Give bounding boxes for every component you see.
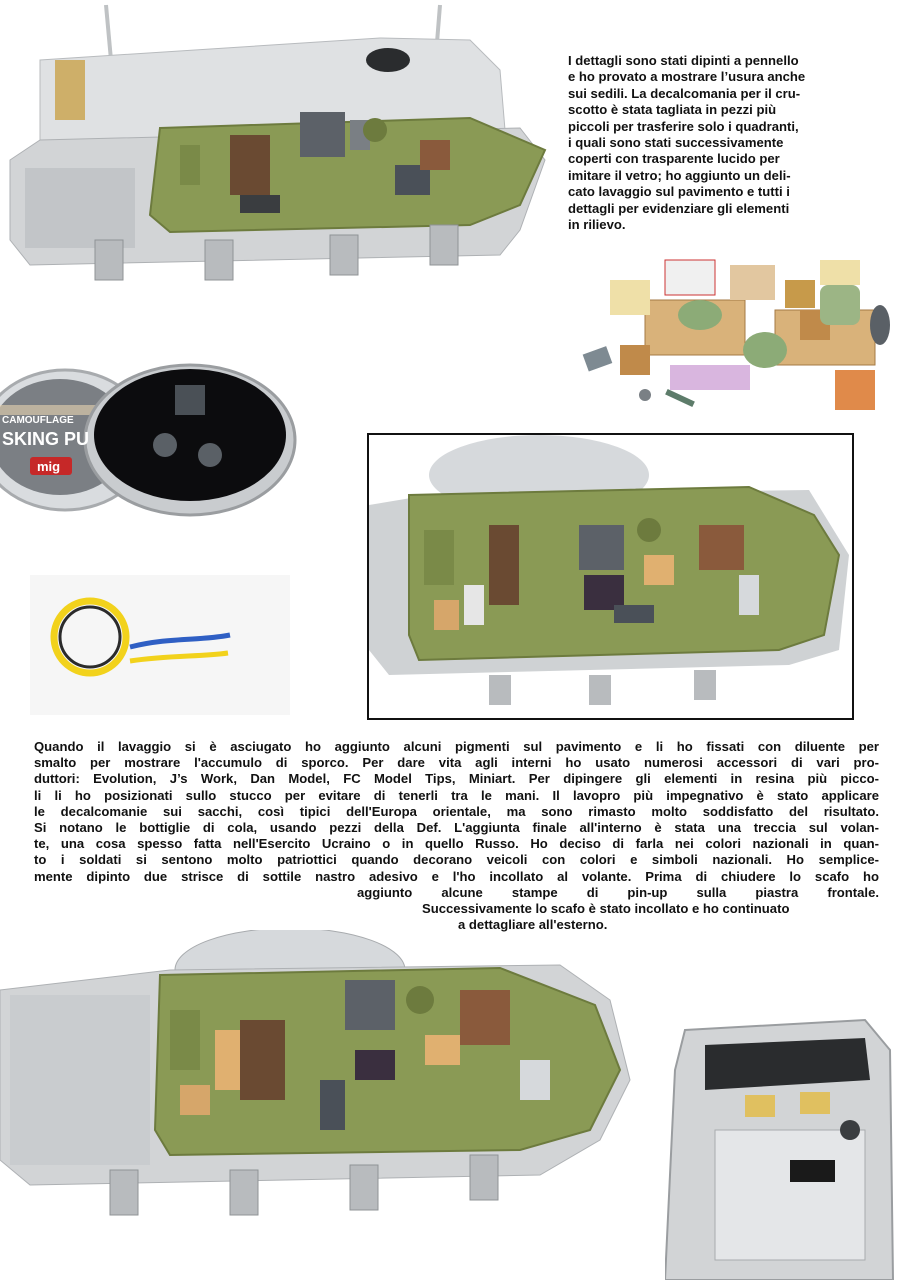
tin-brand-logo: mig xyxy=(37,459,61,474)
photo-hull-bottom xyxy=(0,930,640,1230)
intro-line: i quali sono stati successivamente xyxy=(568,135,784,151)
intro-line: in rilievo. xyxy=(568,217,626,233)
body-line: te, una cosa spesso fatta nell'Esercito Ucraino o in quello Russo. Ho deciso di farla nei colori nazionali in quan- xyxy=(34,836,879,852)
tin-label-line2: SKING PU xyxy=(2,429,90,449)
body-line: Si notano le bottiglie di cola, usando pezzi della Def. L'aggiunta finale all'interno è stata una treccia sul volan- xyxy=(34,820,879,836)
photo-tape-strips xyxy=(30,575,290,715)
body-paragraph xyxy=(34,739,879,933)
intro-line: cato lavaggio sul pavimento e tutti i xyxy=(568,184,790,200)
body-line: Quando il lavaggio si è asciugato ho aggiunto alcuni pigmenti sul pavimento e li ho fissati con diluente per xyxy=(34,739,879,754)
photo-interior-framed xyxy=(367,433,854,720)
body-line: smalto per mostrare l'accumulo di sporco. Per dare vita agli interni ho usato numerosi accessori di vari pro- xyxy=(34,755,879,771)
body-line: li li ho posizionati sullo stucco per evitare di tenerli tra le mani. Il lavopro più impegnativo è stato applicare xyxy=(34,787,879,803)
intro-line: imitare il vetro; ho aggiunto un deli- xyxy=(568,167,791,183)
body-line: a dettagliare all'esterno. xyxy=(458,917,608,933)
intro-line: dettagli per evidenziare gli elementi xyxy=(568,200,790,216)
photo-putty-tin xyxy=(0,345,300,525)
photo-front-plate xyxy=(665,1010,905,1280)
body-line: to i soldati si sentono molto patriottici quando decorano veicoli con colori e simboli nazionali. Ho semplice- xyxy=(34,852,879,868)
photo-accessories xyxy=(575,255,895,425)
intro-line: I dettagli sono stati dipinti a pennello xyxy=(568,53,799,68)
tin-label-line1: CAMOUFLAGE xyxy=(2,415,74,426)
body-line: duttori: Evolution, J’s Work, Dan Model, FC Model Tips, Miniart. Per dipingere gli elementi in resina più picco- xyxy=(34,771,879,787)
intro-line: e ho provato a mostrare l’usura anche xyxy=(568,69,806,85)
intro-line: sui sedili. La decalcomania per il cru- xyxy=(568,85,801,101)
body-line: Successivamente lo scafo è stato incollato e ho continuato xyxy=(422,901,790,917)
intro-line: coperti con trasparente lucido per xyxy=(568,151,780,167)
body-line: mente dipinto due strisce di sottile nastro adesivo e l'ho incollato al volante. Prima di chiudere lo scafo ho xyxy=(34,868,879,884)
intro-paragraph xyxy=(568,53,888,233)
intro-line: scotto è stata tagliata in pezzi più xyxy=(568,102,777,118)
photo-hull-top xyxy=(0,0,560,300)
intro-line: piccoli per trasferire solo i quadranti, xyxy=(568,118,799,134)
body-line: le decalcomanie sui sacchi, così tipici dell'Europa orientale, ma sono rimasto molto soddisfatto del risultato. xyxy=(34,803,879,819)
body-line: aggiunto alcune stampe di pin-up sulla piastra frontale. xyxy=(357,884,879,900)
